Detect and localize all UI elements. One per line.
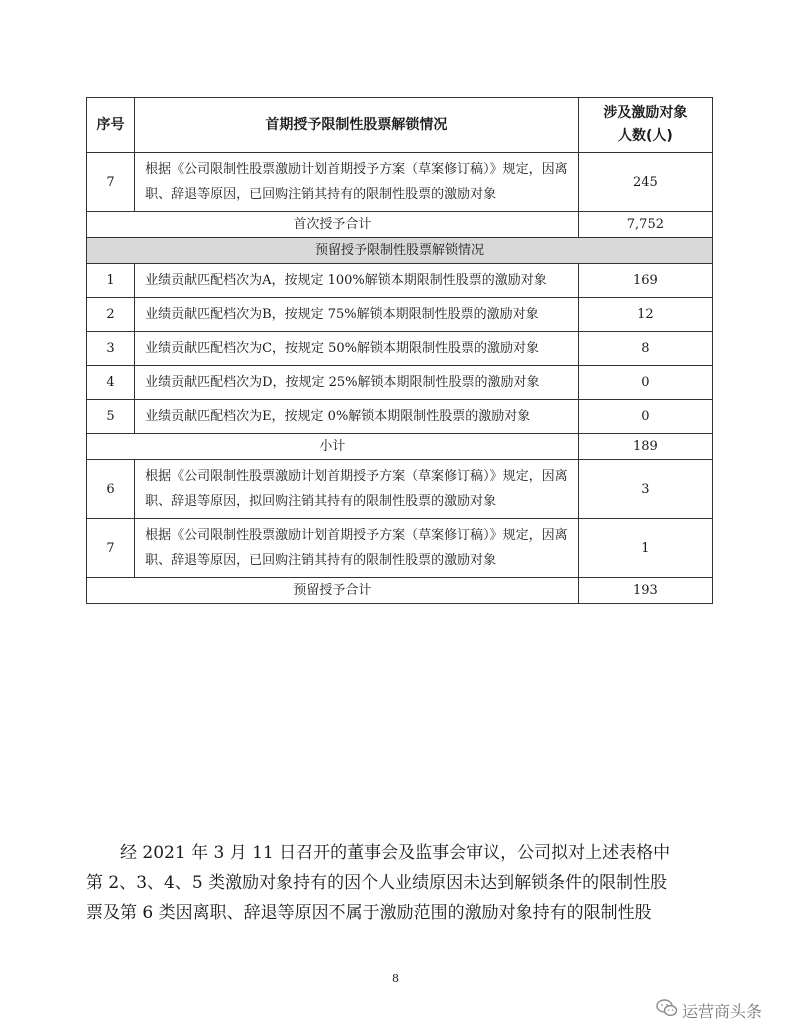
row-no: 7 [87, 153, 135, 212]
reserved-total-count: 193 [578, 578, 712, 604]
row-no: 7 [87, 519, 135, 578]
row-count: 245 [578, 153, 712, 212]
body-paragraph [86, 838, 713, 928]
reserved-total-row [87, 578, 713, 604]
table-row [87, 332, 713, 366]
header-count-line1: 涉及激励对象 [603, 105, 688, 121]
row-no: 3 [87, 332, 135, 366]
table-row [87, 460, 713, 519]
first-total-row [87, 212, 713, 238]
first-total-label: 首次授予合计 [87, 212, 579, 238]
row-no: 5 [87, 400, 135, 434]
row-no: 6 [87, 460, 135, 519]
table-header-row [87, 98, 713, 153]
row-count: 169 [578, 264, 712, 298]
row-count: 0 [578, 366, 712, 400]
paragraph-line: 经 2021 年 3 月 11 日召开的董事会及监事会审议，公司拟对上述表格中 [86, 843, 671, 863]
row-desc: 业绩贡献匹配档次为D，按规定 25%解锁本期限制性股票的激励对象 [135, 366, 579, 400]
header-no: 序号 [87, 98, 135, 153]
header-count [578, 98, 712, 153]
row-desc: 根据《公司限制性股票激励计划首期授予方案（草案修订稿）》规定，因离职、辞退等原因，拟回购注销其持有的限制性股票的激励对象 [135, 460, 579, 519]
unlock-table [86, 97, 713, 604]
row-count: 8 [578, 332, 712, 366]
first-total-count: 7,752 [578, 212, 712, 238]
row-desc: 业绩贡献匹配档次为C，按规定 50%解锁本期限制性股票的激励对象 [135, 332, 579, 366]
subtotal-label: 小计 [87, 434, 579, 460]
page-number: 8 [392, 972, 399, 985]
table-row [87, 264, 713, 298]
table-row [87, 400, 713, 434]
subtotal-count: 189 [578, 434, 712, 460]
row-no: 4 [87, 366, 135, 400]
row-no: 1 [87, 264, 135, 298]
watermark-text: 运营商头条 [682, 1001, 763, 1021]
table-row [87, 519, 713, 578]
watermark [656, 998, 762, 1022]
row-desc: 根据《公司限制性股票激励计划首期授予方案（草案修订稿）》规定，因离职、辞退等原因，已回购注销其持有的限制性股票的激励对象 [135, 519, 579, 578]
reserved-section-row [87, 238, 713, 264]
header-desc: 首期授予限制性股票解锁情况 [135, 98, 579, 153]
reserved-section-title: 预留授予限制性股票解锁情况 [87, 238, 713, 264]
table-row [87, 153, 713, 212]
row-no: 2 [87, 298, 135, 332]
header-count-line2: 人数(人) [617, 128, 673, 144]
row-desc: 业绩贡献匹配档次为B，按规定 75%解锁本期限制性股票的激励对象 [135, 298, 579, 332]
row-desc: 业绩贡献匹配档次为E，按规定 0%解锁本期限制性股票的激励对象 [135, 400, 579, 434]
row-count: 0 [578, 400, 712, 434]
wechat-icon [656, 998, 678, 1022]
row-count: 12 [578, 298, 712, 332]
row-desc: 业绩贡献匹配档次为A，按规定 100%解锁本期限制性股票的激励对象 [135, 264, 579, 298]
reserved-total-label: 预留授予合计 [87, 578, 579, 604]
table-row [87, 298, 713, 332]
row-desc: 根据《公司限制性股票激励计划首期授予方案（草案修订稿）》规定，因离职、辞退等原因，已回购注销其持有的限制性股票的激励对象 [135, 153, 579, 212]
table-row [87, 366, 713, 400]
row-count: 1 [578, 519, 712, 578]
paragraph-line: 第 2、3、4、5 类激励对象持有的因个人业绩原因未达到解锁条件的限制性股 [86, 873, 668, 893]
paragraph-line: 票及第 6 类因离职、辞退等原因不属于激励范围的激励对象持有的限制性股 [86, 903, 652, 923]
subtotal-row [87, 434, 713, 460]
row-count: 3 [578, 460, 712, 519]
